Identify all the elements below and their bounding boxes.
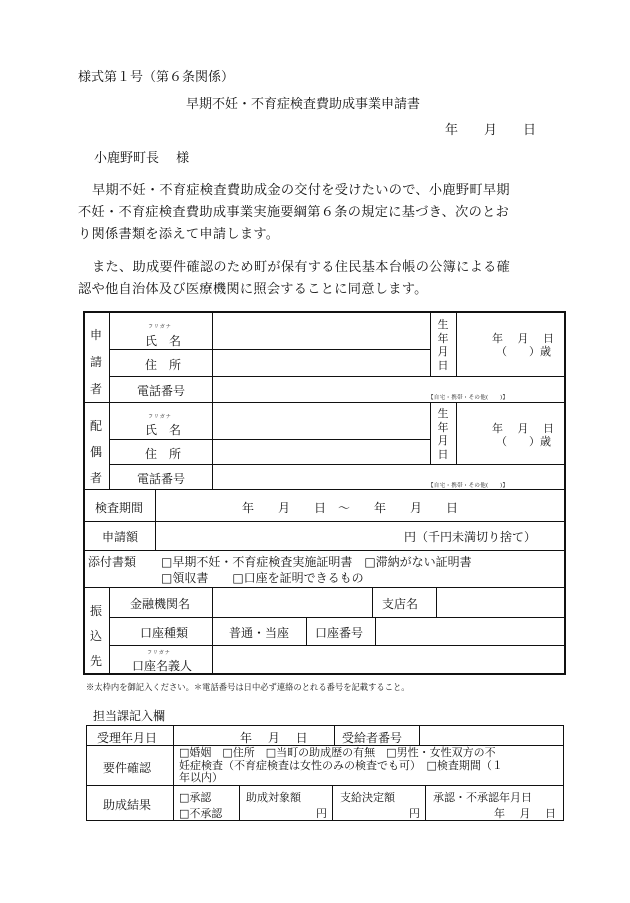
account-type-label: 口座種類 bbox=[140, 626, 189, 640]
applicant-phone-type-note: 【自宅・携帯・その他( )】 bbox=[428, 395, 509, 401]
date-line: 年 月 日 bbox=[445, 123, 537, 138]
spouse-dob-label: 生 年 月 日 bbox=[437, 407, 449, 461]
received-date-label: 受理年月日 bbox=[97, 731, 158, 745]
applicant-name-label: 氏 名 bbox=[145, 334, 182, 348]
bank-name-field[interactable] bbox=[212, 588, 372, 617]
paragraph-1: 早期不妊・不育症検査費助成金の交付を受けたいので、小鹿野町早期 不妊・不育症検査費助成事業実施要綱第６条の規定に基づき、次のとお り関係書類を添えて申請します。 bbox=[78, 183, 510, 242]
recipient-number-field[interactable] bbox=[419, 725, 564, 745]
period-value[interactable]: 年 月 日 ～ 年 月 日 bbox=[242, 501, 459, 515]
applicant-side-label: 申 請 者 bbox=[89, 328, 102, 396]
requirement-checklist[interactable]: □婚姻 □住所 □当町の助成歴の有無 □男性・女性双方の不 妊症検査（不育症検査は女性のみの検査でも可） □検査期間（１ 年以内） bbox=[179, 746, 503, 784]
amount-label: 申請額 bbox=[102, 530, 139, 544]
attachments-label: 添付書類 bbox=[88, 555, 137, 569]
bank-name-label: 金融機関名 bbox=[130, 597, 191, 611]
amount-value[interactable]: 円（千円未満切り捨て） bbox=[404, 530, 537, 544]
applicant-age-value[interactable]: （ ）歳 bbox=[496, 345, 551, 358]
account-number-label: 口座番号 bbox=[315, 626, 364, 640]
paragraph-2: また、助成要件確認のため町が保有する住民基本台帳の公簿による確 認や他自治体及び医療機関に照会することに同意します。 bbox=[78, 260, 511, 297]
holder-furigana-label: フリガナ bbox=[147, 650, 171, 656]
form-number: 様式第１号（第６条関係） bbox=[78, 70, 235, 85]
applicant-dob-value[interactable]: 年 月 日 bbox=[492, 332, 554, 345]
attachments-line-1[interactable]: □早期不妊・不育症検査実施証明書 □滞納がない証明書 bbox=[161, 555, 472, 569]
spouse-dob-value[interactable]: 年 月 日 bbox=[492, 422, 554, 435]
spouse-phone-field[interactable] bbox=[212, 464, 564, 489]
spouse-name-field[interactable] bbox=[212, 402, 430, 439]
spouse-side-label: 配 偶 者 bbox=[89, 419, 102, 485]
attachments-line-2[interactable]: □領収書 □口座を証明できるもの bbox=[161, 571, 364, 585]
recipient-number-label: 受給者番号 bbox=[342, 731, 403, 745]
applicant-address-label: 住 所 bbox=[145, 358, 182, 372]
decision-amount-label: 支給決定額 bbox=[340, 791, 395, 804]
footnote: ※太枠内を御記入ください。＊電話番号は日中必ず連絡のとれる番号を記載すること。 bbox=[86, 682, 410, 692]
branch-field[interactable] bbox=[436, 588, 564, 617]
spouse-phone-type-note: 【自宅・携帯・その他( )】 bbox=[428, 483, 509, 489]
applicant-address-field[interactable] bbox=[212, 349, 430, 376]
transfer-side-label: 振 込 先 bbox=[89, 604, 102, 668]
spouse-age-value[interactable]: （ ）歳 bbox=[496, 435, 551, 448]
result-label: 助成結果 bbox=[103, 798, 152, 812]
spouse-address-label: 住 所 bbox=[145, 447, 182, 461]
received-date-value[interactable]: 年 月 日 bbox=[240, 731, 308, 745]
account-number-field[interactable] bbox=[375, 617, 564, 645]
approval-date-label: 承認・不承認年月日 bbox=[433, 791, 532, 804]
target-amount-yen: 円 bbox=[316, 807, 327, 820]
office-use-heading: 担当課記入欄 bbox=[93, 709, 166, 723]
addressee: 小鹿野町長 様 bbox=[94, 151, 190, 166]
target-amount-label: 助成対象額 bbox=[246, 791, 301, 804]
spouse-name-label: 氏 名 bbox=[145, 423, 182, 437]
account-holder-field[interactable] bbox=[212, 645, 564, 673]
approve-checkbox[interactable]: □承認 bbox=[179, 791, 212, 804]
branch-label: 支店名 bbox=[382, 597, 419, 611]
period-label: 検査期間 bbox=[95, 501, 144, 515]
disapprove-checkbox[interactable]: □不承認 bbox=[179, 807, 223, 820]
form-title: 早期不妊・不育症検査費助成事業申請書 bbox=[186, 97, 421, 112]
spouse-address-field[interactable] bbox=[212, 439, 430, 464]
applicant-dob-label: 生 年 月 日 bbox=[437, 318, 449, 372]
spouse-furigana-label: フリガナ bbox=[148, 414, 172, 420]
account-holder-label: 口座名義人 bbox=[132, 659, 193, 673]
applicant-name-field[interactable] bbox=[212, 312, 430, 349]
requirement-check-label: 要件確認 bbox=[103, 761, 152, 775]
applicant-furigana-label: フリガナ bbox=[148, 324, 172, 330]
applicant-phone-field[interactable] bbox=[212, 376, 564, 402]
approval-date-value[interactable]: 年 月 日 bbox=[494, 807, 556, 820]
spouse-phone-label: 電話番号 bbox=[137, 472, 186, 486]
decision-amount-yen: 円 bbox=[409, 807, 420, 820]
applicant-phone-label: 電話番号 bbox=[137, 384, 186, 398]
account-type-value[interactable]: 普通・当座 bbox=[229, 626, 290, 640]
